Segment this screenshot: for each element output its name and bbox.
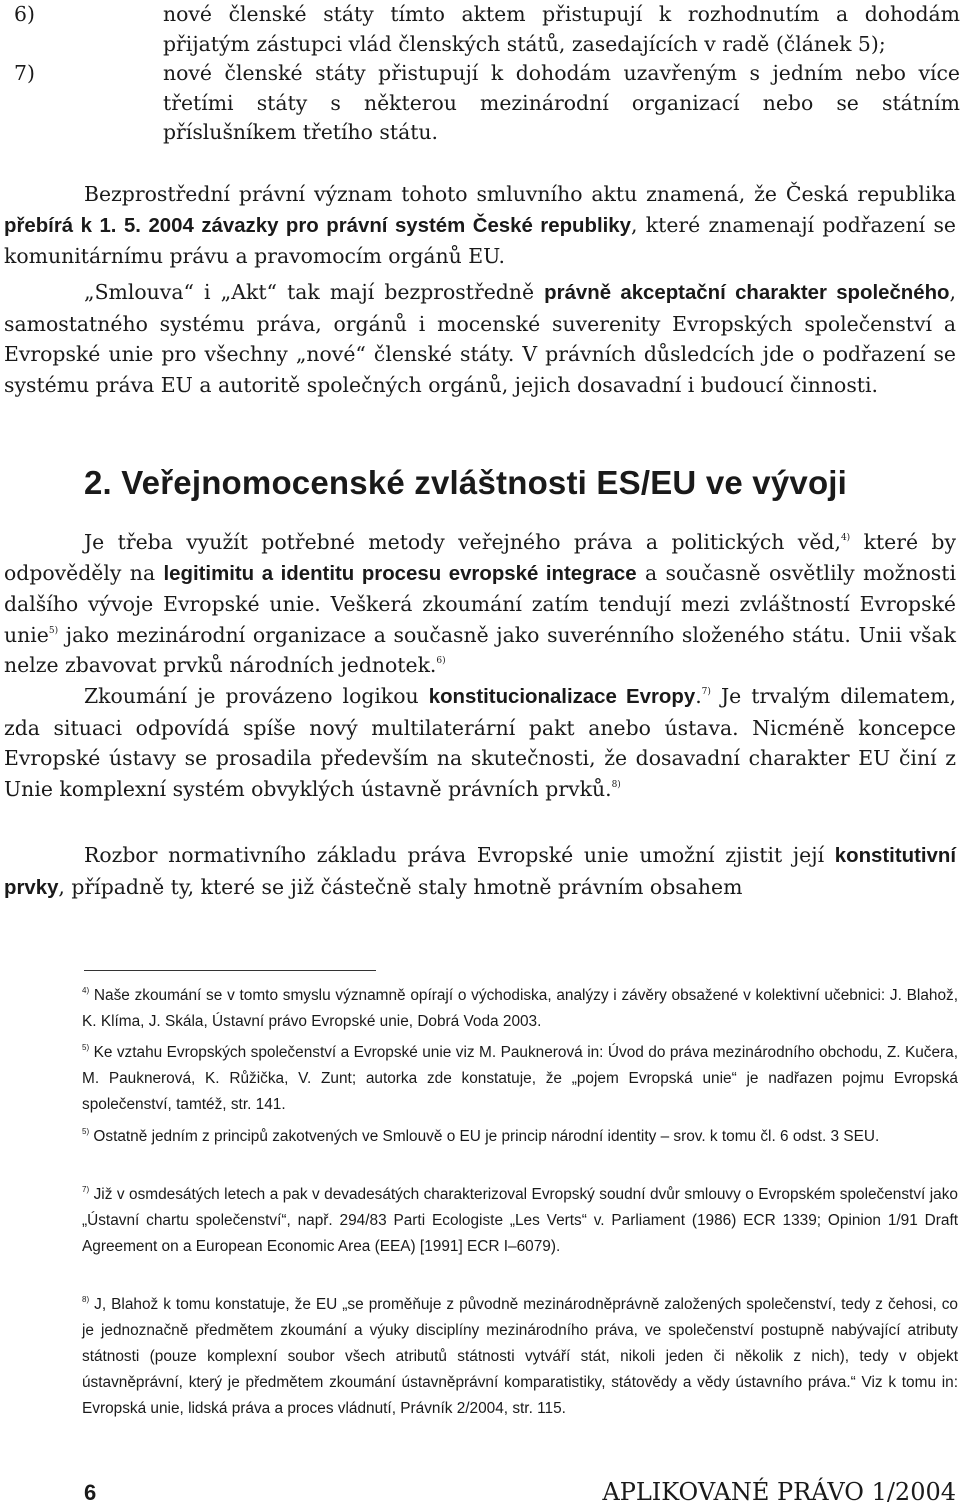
footnote-mark: 4): [82, 986, 90, 995]
text-run: Zkoumání je provázeno logikou: [84, 684, 429, 708]
text-run: „Smlouva“ i „Akt“ tak mají bezprostředně: [84, 280, 545, 304]
emphasis-text: konstitucionalizace Evropy: [428, 686, 696, 708]
footnote-ref[interactable]: 5): [48, 625, 59, 636]
paragraph-constitutionalization: [4, 681, 956, 804]
footnote-separator: [84, 970, 376, 971]
footnote: [82, 1182, 958, 1260]
page-number: 6: [84, 1480, 97, 1505]
section-heading: 2. Veřejnomocenské zvláštnosti ES/EU ve vývoji: [84, 464, 848, 501]
footnote-mark: 5): [82, 1043, 90, 1052]
footnote-mark: 5): [82, 1127, 90, 1136]
text-run: , které znamenají podřazení se komunitárnímu právu a pravomocím orgánů EU.: [4, 212, 956, 268]
footnote-text: Ostatně jedním z principů zakotvených ve Smlouvě o EU je princip národní identity – srov. k tomu čl. 6 odst. 3 SEU.: [93, 1128, 880, 1145]
emphasis-text: přebírá k 1. 5. 2004 závazky pro právní systém České republiky: [4, 214, 631, 237]
text-run: a současně osvětlily možnosti dalšího vývoje Evropské unie. Veškerá zkoumání zatím tendují mezi zvláštností Evropské unie: [4, 560, 956, 647]
list-item-text: nové členské státy přistupují k dohodám uzavřeným s jedním nebo více třetími státy s některou mezinárodní organizací nebo se státním příslušníkem třetího státu.: [163, 61, 960, 145]
text-run: Je trvalým dilematem, zda situaci odpovídá spíše nový multilaterární pakt anebo ústava. Nicméně koncepce Evropské ústavy se prosadila především na skutečnosti, že dosavadní charakter EU činí z Unie komplexní systém obvyklých ústavně právních prvků.: [4, 684, 956, 801]
footnote: [82, 1124, 958, 1150]
list-item-text: nové členské státy tímto aktem přistupují k rozhodnutím a dohodám přijatým zástupci vlád členských států, zasedajících v radě (článek 5);: [163, 2, 960, 56]
text-run: jako mezinárodní organizace a současně jako suverénního složeného státu. Unii však nelze zbavovat prvků národních jednotek.: [4, 622, 956, 677]
footnote: [82, 1040, 958, 1118]
numbered-list: [0, 0, 960, 148]
footnote: [82, 1292, 958, 1422]
text-run: , samostatného systému práva, orgánů i mocenské suverenity Evropských společenství a Evropské unie pro všechny „nové“ členské státy. V právních důsledcích jde o podřazení se systému práva EU a autoritě společných orgánů, jejich dosavadní i budoucí činnosti.: [4, 280, 956, 397]
text-run: Rozbor normativního základu práva Evropské unie umožní zjistit její: [84, 843, 835, 867]
paragraph-treaty-character: [4, 277, 956, 400]
text-run: které by odpověděly na: [4, 530, 956, 585]
text-run: , případně ty, které se již částečně staly hmotně právním obsahem: [58, 874, 743, 899]
emphasis-text: legitimitu a identitu procesu evropské integrace: [163, 562, 637, 585]
emphasis-text: konstitutivní prvky: [4, 845, 956, 899]
list-item: [0, 0, 960, 59]
text-run: .: [695, 684, 702, 708]
footnote-mark: 7): [82, 1185, 90, 1194]
emphasis-text: právně akceptační charakter společného: [544, 282, 950, 304]
footnote-text: Již v osmdesátých letech a pak v devadesátých charakterizoval Evropský soudní dvůr smlouvy o Evropském společenství jako „Ústavní chartu společenství“, např. 294/83 Parti Ecologiste „Les Verts“ v. Parliament (1986) ECR 1339; Opinion 1/91 Draft Agreement on a European Economic Area (EEA) [1991] ECR I–6079).: [82, 1186, 958, 1255]
footnote-text: Naše zkoumání se v tomto smyslu významně opírají o východiska, analýzy i závěry obsažené v kolektivní učebnici: J. Blahož, K. Klíma, J. Skála, Ústavní právo Evropské unie, Dobrá Voda 2003.: [82, 987, 959, 1030]
list-item-number: 6): [14, 2, 35, 26]
footnote-ref[interactable]: 6): [436, 656, 446, 666]
footnote-ref[interactable]: 7): [701, 687, 711, 697]
footnote-ref[interactable]: 8): [611, 779, 621, 790]
text-run: Je třeba využít potřebné metody veřejného práva a politických věd,: [84, 530, 841, 554]
footnote-text: J, Blahož k tomu konstatuje, že EU „se proměňuje z původně mezinárodněprávně založených společenství, tedy z čehosi, co je jednoznačně předmětem zkoumání a výuky disciplíny mezinárodního práva, ve společenství postupně nabývající atributy státnosti (pouze komplexní soubor všech atributů státnosti vytváří stát, nikoli jeden či několik z nich), tedy v objekt ústavněprávní, který je předmětem zkoumání ústavněprávní komparatistiky, státovědy a vědy ústavního práva.“ Viz k tomu in: Evropská unie, lidská práva a proces vládnutí, Právník 2/2004, str. 115.: [82, 1296, 958, 1417]
footnote-mark: 8): [82, 1295, 90, 1304]
paragraph-normative-basis: [4, 840, 956, 903]
paragraph-methods: [4, 527, 956, 681]
paragraph-legal-significance: [4, 179, 956, 272]
list-item-number: 7): [14, 61, 35, 86]
journal-title: APLIKOVANÉ PRÁVO 1/2004: [602, 1478, 956, 1506]
text-run: Bezprostřední právní význam tohoto smluvního aktu znamená, že Česká republika: [84, 182, 956, 206]
footnote-text: Ke vztahu Evropských společenství a Evropské unie viz M. Pauknerová in: Úvod do práva mezinárodního obchodu, Z. Kučera, M. Pauknerová, K. Růžička, V. Zunt; autorka zde konstatuje, že „pojem Evropská unie“ je nadřazen pojmu Evropská společenství, tamtéž, str. 141.: [82, 1044, 958, 1113]
list-item: [0, 59, 960, 148]
footnote-ref[interactable]: 4): [840, 533, 851, 543]
footnote: [82, 983, 958, 1035]
